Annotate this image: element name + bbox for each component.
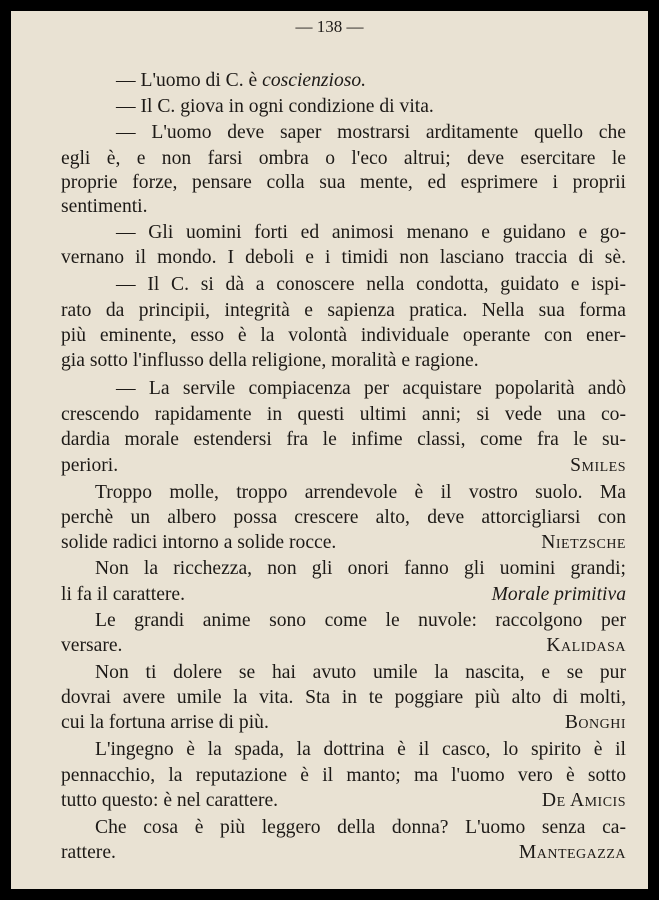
book-page bbox=[11, 11, 648, 889]
text-line: crescendo rapidamente in questi ultimi anni; si vede una co- bbox=[61, 404, 626, 425]
text-line: Le grandi anime sono come le nuvole: raccolgono per bbox=[95, 610, 626, 631]
text-line: più eminente, esso è la volontà individuale operante con ener- bbox=[61, 325, 626, 346]
emphasis-text: coscienzioso. bbox=[262, 70, 367, 91]
text-line: vernano il mondo. I deboli e i timidi non lasciano traccia di sè. bbox=[61, 247, 626, 268]
text-line: — L'uomo deve saper mostrarsi arditamente quello che bbox=[116, 122, 626, 143]
text-line: — Il C. si dà a conoscere nella condotta, guidato e ispi- bbox=[116, 274, 626, 295]
page-number: — 138 — bbox=[295, 17, 364, 36]
text-line: — La servile compiacenza per acquistare popolarità andò bbox=[116, 378, 626, 399]
text-line: rato da principii, integrità e sapienza pratica. Nella sua forma bbox=[61, 300, 626, 321]
text-line: perchè un albero possa crescere alto, deve attorcigliarsi con bbox=[61, 507, 626, 528]
attribution: Smiles bbox=[570, 455, 626, 476]
text-line bbox=[61, 454, 626, 478]
line-text: — L'uomo di C. è bbox=[116, 70, 263, 91]
line-text: versare. bbox=[61, 635, 123, 656]
text-line bbox=[61, 841, 626, 865]
text-line bbox=[116, 69, 626, 93]
text-line: Non la ricchezza, non gli onori fanno gli uomini grandi; bbox=[95, 558, 626, 579]
attribution: Nietzsche bbox=[541, 532, 626, 553]
text-line: L'ingegno è la spada, la dottrina è il casco, lo spirito è il bbox=[95, 739, 626, 760]
text-line bbox=[61, 789, 626, 813]
text-line: proprie forze, pensare colla sua mente, ed esprimere i proprii bbox=[61, 172, 626, 193]
text-line: — Il C. giova in ogni condizione di vita. bbox=[116, 96, 434, 117]
text-line: sentimenti. bbox=[61, 196, 148, 217]
text-line: dardia morale estendersi fra le infime classi, come fra le su- bbox=[61, 429, 626, 450]
line-text: periori. bbox=[61, 455, 119, 476]
text-line: egli è, e non farsi ombra o l'eco altrui; deve esercitare le bbox=[61, 148, 626, 169]
attribution: Morale primitiva bbox=[491, 584, 626, 605]
text-line: pennacchio, la reputazione è il manto; ma l'uomo vero è sotto bbox=[61, 765, 626, 786]
text-line bbox=[61, 531, 626, 555]
text-line: — Gli uomini forti ed animosi menano e guidano e go- bbox=[116, 222, 626, 243]
line-text: tutto questo: è nel carattere. bbox=[61, 790, 279, 811]
attribution: Bonghi bbox=[564, 712, 626, 733]
text-line: dovrai avere umile la vita. Sta in te poggiare più alto di molti, bbox=[61, 687, 626, 708]
text-line bbox=[61, 711, 626, 735]
line-text: rattere. bbox=[61, 842, 116, 863]
line-text: cui la fortuna arrise di più. bbox=[61, 712, 269, 733]
line-text: solide radici intorno a solide rocce. bbox=[61, 532, 337, 553]
attribution: Kalidasa bbox=[546, 635, 626, 656]
attribution: De Amicis bbox=[541, 790, 626, 811]
text-line bbox=[61, 634, 626, 658]
text-line bbox=[61, 583, 626, 607]
text-line: gia sotto l'influsso della religione, moralità e ragione. bbox=[61, 350, 479, 371]
attribution: Mantegazza bbox=[518, 842, 626, 863]
text-line: Non ti dolere se hai avuto umile la nascita, e se pur bbox=[95, 662, 626, 683]
text-line: Troppo molle, troppo arrendevole è il vostro suolo. Ma bbox=[95, 482, 626, 503]
line-text: li fa il carattere. bbox=[61, 584, 186, 605]
text-line: Che cosa è più leggero della donna? L'uomo senza ca- bbox=[95, 817, 626, 838]
